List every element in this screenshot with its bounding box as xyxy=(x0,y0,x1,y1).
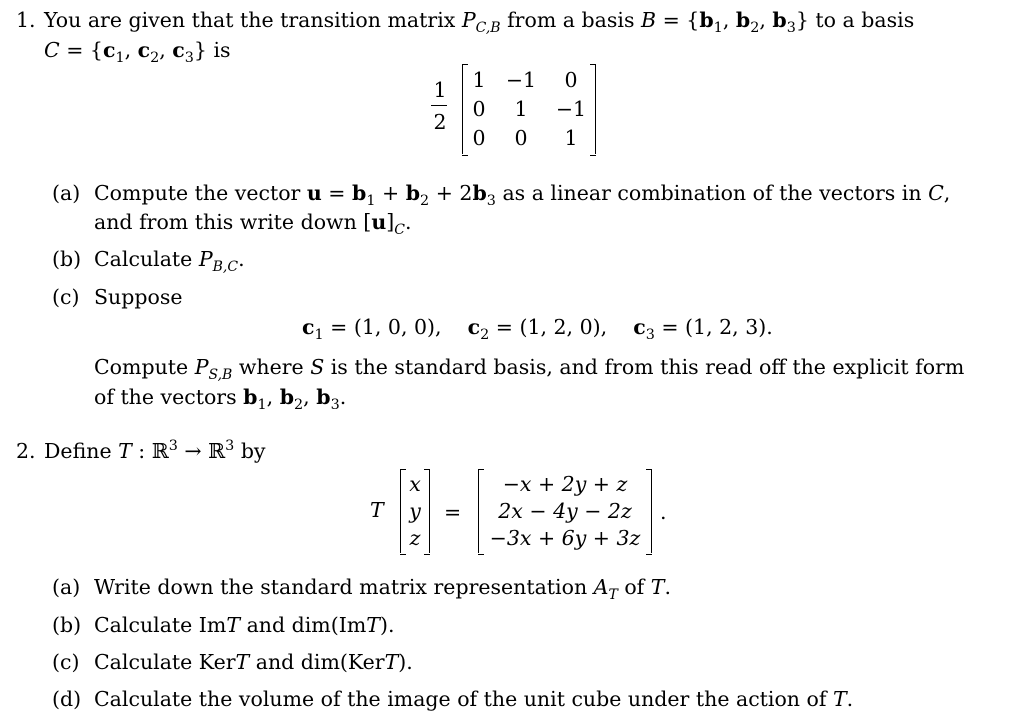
q2-part-a-label: (a) xyxy=(52,575,81,599)
q1-part-a-line1: Compute the vector $u = b_1 + b_2 + 2b_3$ as a linear combination of the vectors in C, xyxy=(94,181,951,210)
input-vector xyxy=(400,469,430,553)
matrix-cell: 1 xyxy=(514,97,528,121)
q2-part-d-text: Calculate the volume of the image of the unit cube under the action of T. xyxy=(94,687,854,711)
matrix-cell: 0 xyxy=(514,126,528,150)
input-vector-cell: x xyxy=(409,472,421,496)
q1-part-a-label: (a) xyxy=(52,181,81,205)
output-vector-cell: −3x + 6y + 3z xyxy=(489,526,641,550)
matrix-cell: 1 xyxy=(472,68,486,92)
input-vector-cell: y xyxy=(409,499,421,523)
q1-part-b-text: Calculate $P_{B,C}$. xyxy=(94,247,245,276)
q1-part-a-line2: and from this write down $[u]_C$. xyxy=(94,210,412,239)
transition-matrix xyxy=(462,64,596,154)
matrix-cell: 0 xyxy=(472,126,486,150)
fraction-bar xyxy=(431,105,447,106)
q1-intro-line1: You are given that the transition matrix $P_{C,B}$ from a basis $B = \{b_1$, $b_2$, $b_3$} to a basis xyxy=(44,8,915,37)
q2-part-d-label: (d) xyxy=(52,687,82,711)
output-vector xyxy=(478,469,652,553)
coefficient-numerator: 1 xyxy=(433,78,447,102)
q1-number: 1. xyxy=(16,8,36,32)
q1-part-c-line2: Compute $P_{S,B}$ where S is the standard basis, and from this read off the explicit form xyxy=(94,355,965,384)
q2-number: 2. xyxy=(16,439,36,463)
q2-part-c-text: Calculate KerT and dim(KerT). xyxy=(94,650,413,674)
q1-part-c-label: (c) xyxy=(52,285,80,309)
equals-sign: = xyxy=(444,500,462,524)
input-vector-cell: z xyxy=(409,526,421,550)
q2-part-b-text: Calculate ImT and dim(ImT). xyxy=(94,613,395,637)
coefficient-denominator: 2 xyxy=(433,110,447,134)
output-vector-cell: −x + 2y + z xyxy=(502,472,628,496)
q1-part-b-label: (b) xyxy=(52,247,82,271)
q1-part-c-line3: of the vectors $b_1$, $b_2$, $b_3$. xyxy=(94,385,347,414)
matrix-cell: 0 xyxy=(472,97,486,121)
q2-part-a-text: Write down the standard matrix representation $A_T$ of T. xyxy=(94,575,672,604)
q2-part-b-label: (b) xyxy=(52,613,82,637)
trailing-period: . xyxy=(660,500,667,524)
q1-intro-line2: $C = \{c_1$, $c_2$, $c_3$} is xyxy=(44,38,231,67)
q2-intro: Define T : ℝ$^3$ → ℝ$^3$ by xyxy=(44,438,266,463)
matrix-cell: 0 xyxy=(564,68,578,92)
q2-part-c-label: (c) xyxy=(52,650,80,674)
matrix-cell: 1 xyxy=(564,126,578,150)
q2-T-label: T xyxy=(370,498,384,522)
q1-part-c-line1: Suppose xyxy=(94,285,183,309)
matrix-cell: −1 xyxy=(505,68,537,92)
q1-part-c-equation: $c_1 = (1$, 0, 0), $c_2 = (1$, 2, 0), $c_3 = (1$, 2, 3). xyxy=(302,315,773,344)
output-vector-cell: 2x − 4y − 2z xyxy=(498,499,632,523)
matrix-cell: −1 xyxy=(555,97,587,121)
